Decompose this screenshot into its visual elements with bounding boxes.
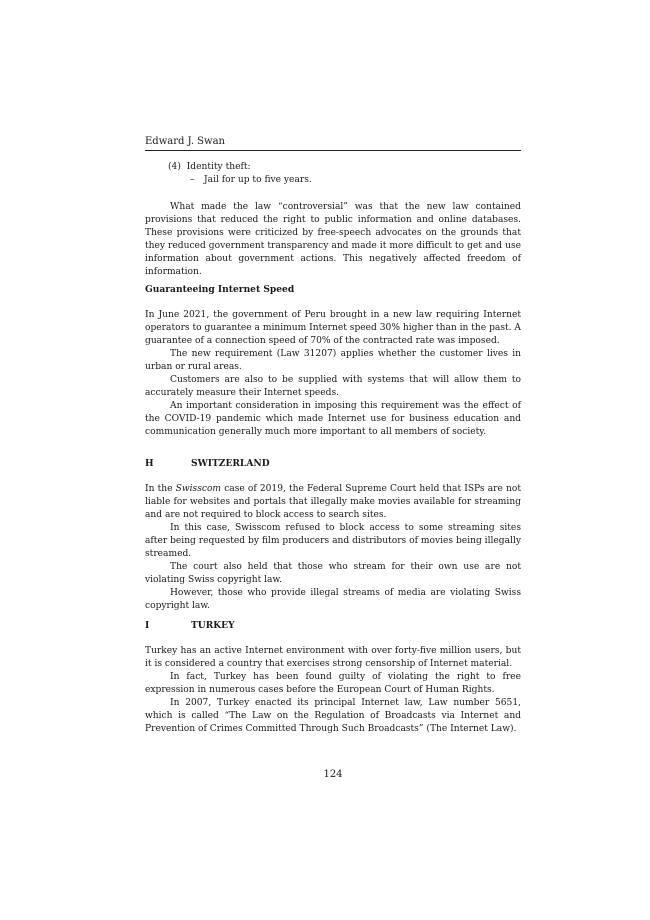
section-title: TURKEY [191,620,235,631]
running-head-author: Edward J. Swan [145,136,521,151]
list-subitem [145,174,521,187]
paragraph: The court also held that those who stream for their own use are not violating Swiss copyright law. [145,562,521,585]
turkey-heading-block [145,619,521,632]
text-run: In the [145,484,176,494]
turkey-paragraphs [145,645,521,736]
paragraph: In June 2021, the government of Peru brought in a new law requiring Internet operators to guarantee a minimum Internet speed 30% higher than in the past. A guarantee of a connection speed of 70% of the contracted rate was imposed. [145,310,521,346]
subsection-heading: Guaranteeing Internet Speed [145,284,295,295]
list-item-number: (4) [168,162,181,172]
list-item [145,161,521,174]
paragraph: In fact, Turkey has been found guilty of violating the right to free expression in numerous cases before the European Court of Human Rights. [145,672,521,695]
peru-section [145,283,521,296]
paragraph: In this case, Swisscom refused to block access to some streaming sites after being requested by film producers and distributors of movies being illegally streamed. [145,523,521,559]
section-letter: I [145,620,150,631]
paragraph: In 2007, Turkey enacted its principal Internet law, Law number 5651, which is called “The Law on the Regulation of Broadcasts via Internet and Prevention of Crimes Committed Through Such Broadcasts” (The Internet Law). [145,698,521,734]
paragraph: The new requirement (Law 31207) applies whether the customer lives in urban or rural areas. [145,349,521,372]
paragraph: An important consideration in imposing this requirement was the effect of the COVID-19 pandemic which made Internet use for business education and communication generally much more important to all members of society. [145,401,521,437]
text-run: case of 2019, the Federal Supreme Court held that ISPs are not liable for websites and portals that illegally make movies available for streaming and are not required to block access to search sites. [145,484,521,520]
section-letter: H [145,458,154,469]
paragraph: However, those who provide illegal streams of media are violating Swiss copyright law. [145,588,521,611]
section-heading-switzerland [145,457,521,470]
identity-theft-list [145,161,521,187]
peru-paragraphs [145,309,521,439]
paragraph: Turkey has an active Internet environment with over forty-five million users, but it is considered a country that exercises strong censorship of Internet material. [145,646,521,669]
paragraph [145,483,521,522]
switzerland-paragraphs [145,483,521,613]
page-number: 124 [323,769,343,780]
list-subitem-text: Jail for up to five years. [204,175,312,185]
switzerland-heading-block [145,457,521,470]
controversial-paragraph-block [145,201,521,279]
paragraph: What made the law “controversial” was that the new law contained provisions that reduced the right to public information and online databases. These provisions were criticized by free-speech advocates on the grounds that they reduced government transparency and made it more difficult to get and use information about government actions. This negatively affected freedom of information. [145,202,521,277]
section-heading-turkey [145,619,521,632]
section-title: SWITZERLAND [191,458,270,469]
dash-bullet: – [190,175,195,185]
list-item-text: Identity theft: [186,162,251,172]
paragraph: Customers are also to be supplied with systems that will allow them to accurately measure their Internet speeds. [145,375,521,398]
case-name: Swisscom [175,484,222,494]
